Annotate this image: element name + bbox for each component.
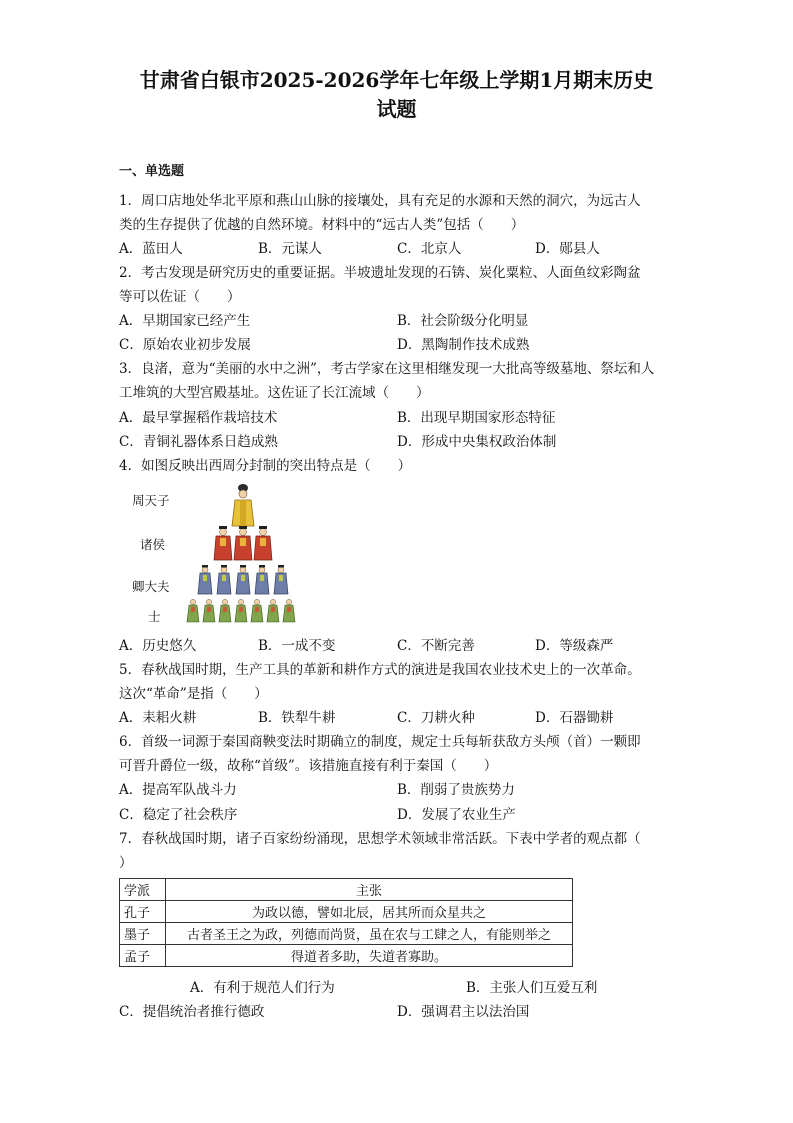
label-vassal-lords: 诸侯 [140,537,166,552]
label-zhou-king: 周天子 [132,493,170,508]
table-cell-thinker: 孟子 [120,945,166,967]
q5-option-b: B．铁犁牛耕 [258,710,336,726]
question-6-text: 6．首级一词源于秦国商鞅变法时期确立的制度，规定士兵每斩获敌方头颅（首）一颗即 [119,734,641,750]
question-4-text: 4．如图反映出西周分封制的突出特点是（ ） [119,458,412,474]
q2-option-b: B．社会阶级分化明显 [397,313,529,329]
q4-option-c: C．不断完善 [397,638,475,654]
table-cell-view: 古者圣王之为政，列德而尚贤，虽在农与工肆之人，有能则举之 [166,923,573,945]
table-row [120,945,573,967]
question-1-text-cont: 类的生存提供了优越的自然环境。材料中的“远古人类”包括（ ） [119,217,525,233]
shi-figures [187,599,295,622]
q1-option-a: A．蓝田人 [119,241,183,257]
q6-option-c: C．稳定了社会秩序 [119,807,238,823]
table-row [120,923,573,945]
q2-option-c: C．原始农业初步发展 [119,337,251,353]
page-title-continued: 试题 [376,97,417,121]
q4-option-a: A．历史悠久 [119,638,197,654]
nobles-figures [214,526,272,560]
q7-option-d: D．强调君主以法治国 [397,1004,530,1020]
section-heading: 一、单选题 [119,164,185,179]
table-header-school: 学派 [120,879,166,901]
table-header-row [120,879,573,901]
q5-option-a: A．耒耜火耕 [119,710,197,726]
q6-option-b: B．削弱了贵族势力 [397,782,515,798]
thinkers-table [119,878,573,967]
q3-option-a: A．最早掌握稻作栽培技术 [119,410,278,426]
q3-option-b: B．出现早期国家形态特征 [397,410,556,426]
question-2-text-cont: 等可以佐证（ ） [119,289,241,305]
question-7-text: 7．春秋战国时期，诸子百家纷纷涌现，思想学术领域非常活跃。下表中学者的观点都（ [119,831,641,847]
page-title: 甘肃省白银市2025-2026学年七年级上学期1月期末历史 [139,68,654,92]
q7-option-b: B．主张人们互爱互利 [466,980,598,996]
q7-option-a: A．有利于规范人们行为 [190,980,335,996]
question-1-text: 1．周口店地处华北平原和燕山山脉的接壤处，具有充足的水源和天然的洞穴，为远古人 [119,193,641,209]
table-cell-thinker: 墨子 [120,923,166,945]
question-2-text: 2．考古发现是研究历史的重要证据。半坡遗址发现的石锛、炭化粟粒、人面鱼纹彩陶盆 [119,265,641,281]
q3-option-d: D．形成中央集权政治体制 [397,434,557,450]
question-3-text: 3．良渚，意为“美丽的水中之洲”，考古学家在这里相继发现一大批高等级墓地、祭坛和人 [119,361,655,377]
table-header-view: 主张 [166,879,573,901]
q6-option-a: A．提高军队战斗力 [119,782,237,798]
q7-option-c: C．提倡统治者推行德政 [119,1004,265,1020]
q4-option-b: B．一成不变 [258,638,336,654]
table-row [120,901,573,923]
q2-option-d: D．黑陶制作技术成熟 [397,337,530,353]
question-5-text-cont: 这次“革命”是指（ ） [119,686,268,702]
question-7-text-cont: ） [119,855,133,871]
label-shi: 士 [148,609,161,624]
q3-option-c: C．青铜礼器体系日趋成熟 [119,434,278,450]
q5-option-c: C．刀耕火种 [397,710,475,726]
question-3-text-cont: 工堆筑的大型宫殿基址。这佐证了长江流域（ ） [119,385,430,401]
q4-option-d: D．等级森严 [535,638,614,654]
table-cell-view: 为政以德，譬如北辰，居其所而众星共之 [166,901,573,923]
king-figure [232,484,254,526]
question-6-text-cont: 可晋升爵位一级，故称“首级”。该措施直接有利于秦国（ ） [119,758,498,774]
q2-option-a: A．早期国家已经产生 [119,313,251,329]
q5-option-d: D．石器锄耕 [535,710,614,726]
feudal-hierarchy-figure [119,482,304,628]
table-cell-thinker: 孔子 [120,901,166,923]
q6-option-d: D．发展了农业生产 [397,807,516,823]
label-ministers: 卿大夫 [132,579,170,594]
q1-option-b: B．元谋人 [258,241,322,257]
ministers-figures [198,565,288,594]
q1-option-c: C．北京人 [397,241,462,257]
table-cell-view: 得道者多助，失道者寡助。 [166,945,573,967]
question-5-text: 5．春秋战国时期，生产工具的革新和耕作方式的演进是我国农业技术史上的一次革命。 [119,662,641,678]
q1-option-d: D．郧县人 [535,241,600,257]
